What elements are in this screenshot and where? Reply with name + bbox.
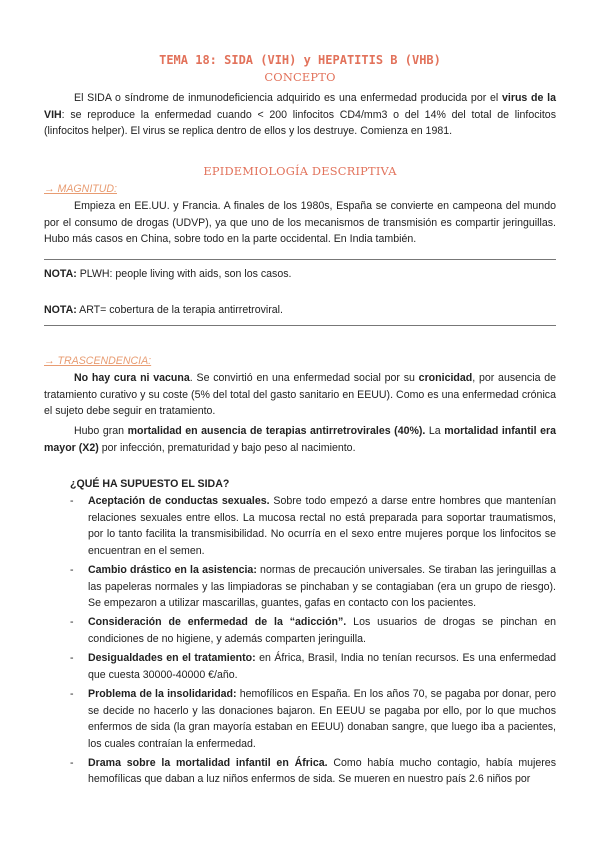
divider — [44, 325, 556, 326]
dash-marker: - — [70, 756, 74, 769]
trascendencia-label: → TRASCENDENCIA: — [44, 355, 152, 367]
dash-marker: - — [70, 616, 74, 629]
note-plwh: NOTA: PLWH: people living with aids, son los casos. — [44, 268, 292, 280]
dash-marker: - — [70, 563, 74, 576]
epidemiologia-heading: EPIDEMIOLOGÍA DESCRIPTIVA — [203, 164, 397, 178]
concepto-heading: CONCEPTO — [264, 70, 336, 84]
divider — [44, 259, 556, 260]
list-item: - Consideración de enfermedad de la “adicción”. Los usuarios de drogas se pinchan en condiciones de no higiene, y además comparten jeringuilla. — [70, 616, 557, 645]
dash-marker: - — [70, 652, 74, 665]
list-item: - Desigualdades en el tratamiento: en África, Brasil, India no tenían recursos. Es una enfermedad que cuesta 30000-40000 €/año. — [70, 652, 556, 681]
concepto-paragraph: El SIDA o síndrome de inmunodeficiencia adquirido es una enfermedad producida por el virus de la VIH: se reproduce la enfermedad cuando < 200 linfocitos CD4/mm3 o del 14% del total de linfocitos (linfocitos helper). El virus se replica dentro de ellos y los destruye. Comienza en 1981. — [44, 92, 556, 138]
magnitud-paragraph: Empieza en EE.UU. y Francia. A finales de los 1980s, España se convierte en campeona del mundo por el consumo de drogas (UDVP), ya que uno de los mecanismos de transmisión es compartir jeringuillas. Hubo más casos en China, sobre todo en la parte occidental. En India también. — [44, 200, 556, 246]
supuesto-heading: ¿QUÉ HA SUPUESTO EL SIDA? — [70, 478, 230, 490]
list-item: - Problema de la insolidaridad: hemofílicos en España. En los años 70, se pagaba por donar, pero se decide no hacerlo y las donaciones bajaron. En EEUU se pagaba por ello, por lo que muchos enfermos de sida (la gran mayoría estaban en EEUU) donaban sangre, que luego iba a pacientes, los cuales contraían la enfermedad. — [70, 687, 556, 750]
trascendencia-paragraph-2: Hubo gran mortalidad en ausencia de terapias antirretrovirales (40%). La mortalidad infantil era mayor (X2) por infección, prematuridad y bajo peso al nacimiento. — [44, 425, 556, 454]
dash-marker: - — [70, 687, 74, 700]
trascendencia-paragraph-1: No hay cura ni vacuna. Se convirtió en una enfermedad social por su cronicidad, por ausencia de tratamiento curativo y su coste (5% del total del gasto sanitario en EEUU). Como es una enfermedad crónica el sujeto debe seguir en tratamiento. — [44, 372, 557, 418]
supuesto-list — [70, 493, 556, 791]
dash-marker: - — [70, 495, 74, 507]
list-item: - Drama sobre la mortalidad infantil en África. Como había mucho contagio, había mujeres hemofílicas que daban a luz niños enfermos de sida. Se mueren en nuestro país 2.6 niños por — [70, 756, 556, 786]
document-title: TEMA 18: SIDA (VIH) y HEPATITIS B (VHB) — [159, 53, 441, 67]
magnitud-label: → MAGNITUD: — [44, 183, 117, 195]
list-item: - Cambio drástico en la asistencia: normas de precaución universales. Se tiraban las jeringuillas a las papeleras normales y las limpiadoras se pinchaban y se contagiaban (era un grupo de riesgo). Se empezaron a utilizar mascarillas, guantes, gafas en contacto con los pacientes. — [70, 563, 556, 610]
list-item: - Aceptación de conductas sexuales. Sobre todo empezó a darse entre hombres que mantenían relaciones sexuales entre ellos. La mucosa rectal no está preparada para soportar traumatismos, por lo tanto facilita la transmisibilidad. No ocurría en el sexo entre mujeres porque los linfocitos se encuentran en el semen. — [70, 495, 557, 557]
note-art: NOTA: ART= cobertura de la terapia antirretroviral. — [44, 304, 283, 316]
